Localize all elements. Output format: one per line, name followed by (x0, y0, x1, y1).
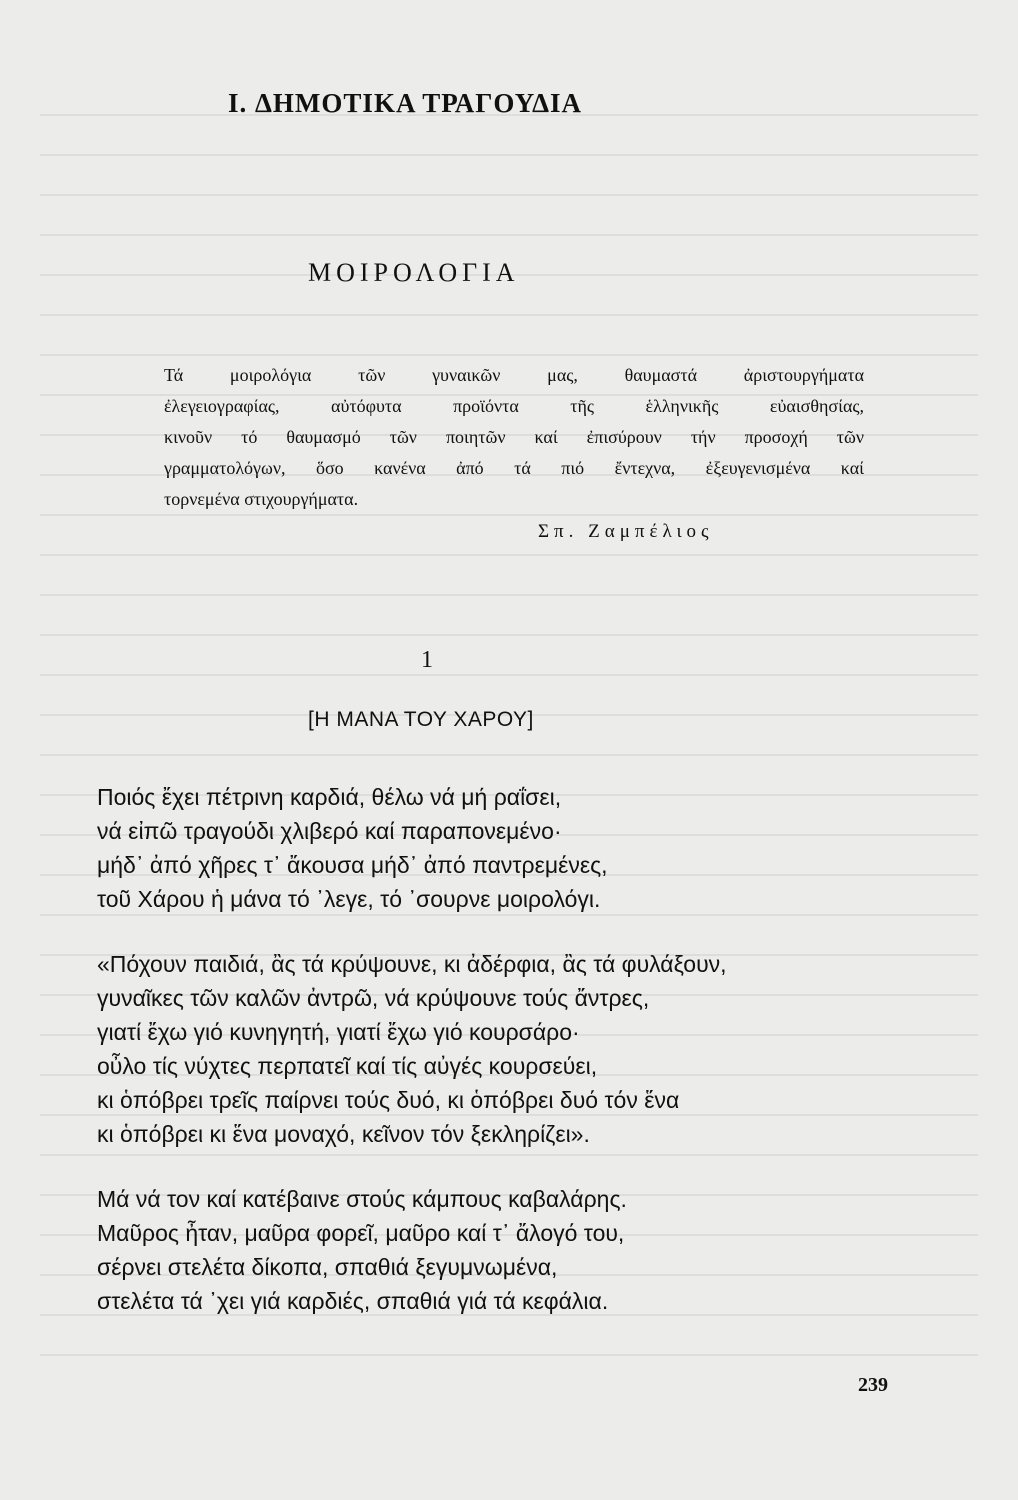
epigraph (164, 360, 864, 515)
stanza (97, 780, 897, 916)
epigraph-line: γραμματολόγων, ὅσο κανένα ἀπό τά πιό ἔντεχνα, ἐξευγενισμένα καί (164, 458, 864, 478)
poem-number: 1 (421, 647, 433, 673)
verse-line: Μαῦρος ἦταν, μαῦρα φορεῖ, μαῦρο καί τ᾽ ἄλογό του, (97, 1220, 625, 1246)
verse-line: γιατί ἔχω γιό κυνηγητή, γιατί ἔχω γιό κουρσάρο· (97, 1019, 580, 1045)
epigraph-line: κινοῦν τό θαυμασμό τῶν ποιητῶν καί ἐπισύρουν τήν προσοχή τῶν (164, 427, 864, 447)
verse-line: τοῦ Χάρου ἡ μάνα τό ᾽λεγε, τό ᾽σουρνε μοιρολόγι. (97, 886, 601, 912)
epigraph-attribution: Σπ. Ζαμπέλιος (538, 521, 714, 542)
verse-line: νά εἰπῶ τραγούδι χλιβερό καί παραπονεμένο· (97, 818, 562, 844)
poem-body (97, 780, 897, 1349)
epigraph-line: Τά μοιρολόγια τῶν γυναικῶν μας, θαυμαστά ἀριστουργήματα (164, 365, 864, 385)
verse-line: σέρνει στελέτα δίκοπα, σπαθιά ξεγυμνωμένα, (97, 1254, 558, 1280)
verse-line: γυναῖκες τῶν καλῶν ἀντρῶ, νά κρύψουνε τούς ἄντρες, (97, 985, 650, 1011)
verse-line: οὖλο τίς νύχτες περπατεῖ καί τίς αὐγές κουρσεύει, (97, 1053, 598, 1079)
poem-title: [Η ΜΑΝΑ ΤΟΥ ΧΑΡΟΥ] (308, 708, 534, 731)
epigraph-line: τορνεμένα στιχουργήματα. (164, 489, 359, 509)
verse-line: κι ὁπόβρει κι ἕνα μοναχό, κεῖνον τόν ξεκληρίζει». (97, 1121, 590, 1147)
verse-line: Μά νά τον καί κατέβαινε στούς κάμπους καβαλάρης. (97, 1186, 627, 1212)
verse-line: «Πόχουν παιδιά, ἂς τά κρύψουνε, κι ἀδέρφια, ἂς τά φυλάξουν, (97, 951, 727, 977)
verse-line: στελέτα τά ᾽χει γιά καρδιές, σπαθιά γιά τά κεφάλια. (97, 1288, 609, 1314)
stanza (97, 1182, 897, 1318)
verse-line: Ποιός ἔχει πέτρινη καρδιά, θέλω νά μή ραΐσει, (97, 784, 562, 810)
verse-line: μήδ᾽ ἀπό χῆρες τ᾽ ἄκουσα μήδ᾽ ἀπό παντρεμένες, (97, 852, 608, 878)
verse-line: κι ὁπόβρει τρεῖς παίρνει τούς δυό, κι ὁπόβρει δυό τόν ἕνα (97, 1087, 680, 1113)
stanza (97, 947, 897, 1151)
chapter-title: ΜΟΙΡΟΛΟΓΙΑ (308, 258, 520, 287)
page-number: 239 (858, 1374, 888, 1396)
section-heading: I. ΔΗΜΟΤΙΚΑ ΤΡΑΓΟΥΔΙΑ (228, 88, 583, 118)
epigraph-line: ἐλεγειογραφίας, αὐτόφυτα προϊόντα τῆς ἑλληνικῆς εὐαισθησίας, (164, 396, 864, 416)
